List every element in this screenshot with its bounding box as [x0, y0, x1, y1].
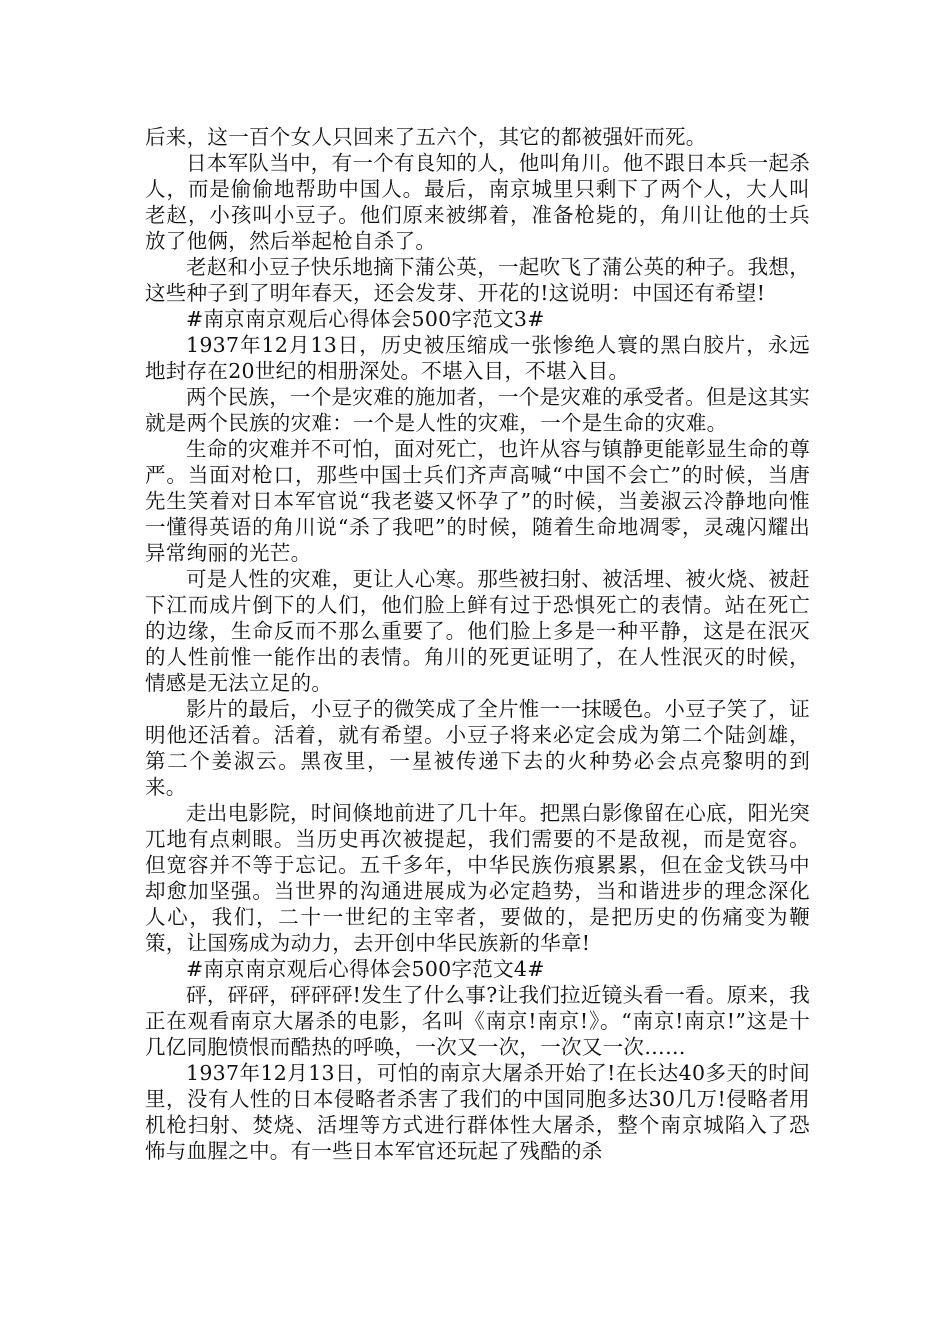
section-heading-3: #南京南京观后心得体会500字范文3# — [186, 307, 545, 331]
section-heading-4: #南京南京观后心得体会500字范文4# — [186, 957, 545, 981]
paragraph-ending: 影片的最后，小豆子的微笑成了全片惟一一抹暖色。小豆子笑了，证明他还活着。活着，就有希望。小豆子将来必定会成为第二个陆剑雄，第二个姜淑云。黑夜里，一星被传递下去的火种势必会点亮黎明的到来。 — [145, 697, 810, 799]
paragraph-humanity-disaster: 可是人性的灾难，更让人心寒。那些被扫射、被活埋、被火烧、被赶下江而成片倒下的人们，他们脸上鲜有过于恐惧死亡的表情。站在死亡的边缘，生命反而不那么重要了。他们脸上多是一种平静，这是在泯灭的人性前惟一能作出的表情。角川的死更证明了，在人性泯灭的时候，情感是无法立足的。 — [145, 567, 810, 695]
paragraph-kadokawa: 日本军队当中，有一个有良知的人，他叫角川。他不跟日本兵一起杀人，而是偷偷地帮助中国人。最后，南京城里只剩下了两个人，大人叫老赵，小孩叫小豆子。他们原来被绑着，准备枪毙的，角川让他的士兵放了他俩，然后举起枪自杀了。 — [145, 151, 810, 253]
paragraph-continuation: 后来，这一百个女人只回来了五六个，其它的都被强奸而死。 — [145, 125, 707, 149]
paragraph-gunshots: 砰，砰砰，砰砰砰!发生了什么事?让我们拉近镜头看一看。原来，我正在观看南京大屠杀的电影，名叫《南京!南京!》。“南京!南京!”这是十几亿同胞愤恨而酷热的呼唤，一次又一次，一次又一次…… — [145, 983, 810, 1059]
paragraph-leaving-cinema: 走出电影院，时间倏地前进了几十年。把黑白影像留在心底，阳光突兀地有点刺眼。当历史再次被提起，我们需要的不是敌视，而是宽容。但宽容并不等于忘记。五千多年，中华民族伤痕累累，但在金戈铁马中却愈加坚强。当世界的沟通进展成为必定趋势，当和谐进步的理念深化人心，我们，二十一世纪的主宰者，要做的，是把历史的伤痛变为鞭策，让国殇成为动力，去开创中华民族新的华章! — [145, 801, 810, 955]
paragraph-dandelion: 老赵和小豆子快乐地摘下蒲公英，一起吹飞了蒲公英的种子。我想，这些种子到了明年春天，还会发芽、开花的!这说明：中国还有希望! — [145, 255, 810, 305]
paragraph-massacre: 1937年12月13日，可怕的南京大屠杀开始了!在长达40多天的时间里，没有人性的日本侵略者杀害了我们的中国同胞多达30几万!侵略者用机枪扫射、焚烧、活埋等方式进行群体性大屠杀，整个南京城陷入了恐怖与血腥之中。有一些日本军官还玩起了残酷的杀 — [145, 1061, 810, 1163]
paragraph-1937-photo: 1937年12月13日，历史被压缩成一张惨绝人寰的黑白胶片，永远地封存在20世纪的相册深处。不堪入目，不堪入目。 — [145, 333, 810, 383]
paragraph-life-disaster: 生命的灾难并不可怕，面对死亡，也许从容与镇静更能彰显生命的尊严。当面对枪口，那些中国士兵们齐声高喊“中国不会亡”的时候，当唐先生笑着对日本军官说“我老婆又怀孕了”的时候，当姜淑云冷静地向惟一懂得英语的角川说“杀了我吧”的时候，随着生命地凋零，灵魂闪耀出异常绚丽的光芒。 — [145, 437, 810, 565]
document-body — [145, 124, 810, 1164]
paragraph-two-nations: 两个民族，一个是灾难的施加者，一个是灾难的承受者。但是这其实就是两个民族的灾难：一个是人性的灾难，一个是生命的灾难。 — [145, 385, 810, 435]
